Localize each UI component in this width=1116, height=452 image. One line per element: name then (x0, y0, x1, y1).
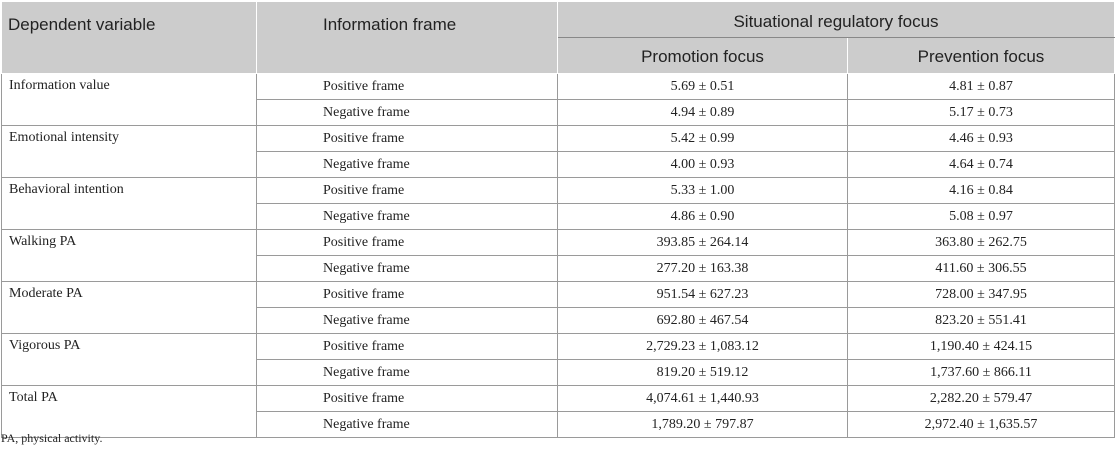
dependent-variable-cell: Information value (2, 74, 257, 126)
promotion-value-cell: 692.80 ± 467.54 (558, 308, 848, 334)
dependent-variable-cell: Vigorous PA (2, 334, 257, 386)
table-row (2, 126, 1115, 152)
table-header (2, 2, 1115, 74)
header-promotion-focus: Promotion focus (558, 38, 848, 74)
header-prevention-focus: Prevention focus (848, 38, 1115, 74)
results-table (1, 1, 1115, 438)
table-row (2, 282, 1115, 308)
dependent-variable-cell: Emotional intensity (2, 126, 257, 178)
promotion-value-cell: 393.85 ± 264.14 (558, 230, 848, 256)
table-row (2, 386, 1115, 412)
frame-cell: Negative frame (257, 152, 558, 178)
header-information-frame: Information frame (257, 2, 558, 74)
promotion-value-cell: 951.54 ± 627.23 (558, 282, 848, 308)
prevention-value-cell: 5.17 ± 0.73 (848, 100, 1115, 126)
promotion-value-cell: 819.20 ± 519.12 (558, 360, 848, 386)
header-dependent-variable: Dependent variable (2, 2, 257, 74)
prevention-value-cell: 2,972.40 ± 1,635.57 (848, 412, 1115, 438)
frame-cell: Positive frame (257, 386, 558, 412)
frame-cell: Negative frame (257, 360, 558, 386)
frame-cell: Negative frame (257, 412, 558, 438)
promotion-value-cell: 1,789.20 ± 797.87 (558, 412, 848, 438)
prevention-value-cell: 4.64 ± 0.74 (848, 152, 1115, 178)
promotion-value-cell: 4.86 ± 0.90 (558, 204, 848, 230)
frame-cell: Positive frame (257, 126, 558, 152)
prevention-value-cell: 363.80 ± 262.75 (848, 230, 1115, 256)
prevention-value-cell: 823.20 ± 551.41 (848, 308, 1115, 334)
frame-cell: Negative frame (257, 256, 558, 282)
table-row (2, 230, 1115, 256)
promotion-value-cell: 277.20 ± 163.38 (558, 256, 848, 282)
prevention-value-cell: 4.81 ± 0.87 (848, 74, 1115, 100)
dependent-variable-cell: Moderate PA (2, 282, 257, 334)
table-footnote: PA, physical activity. (1, 431, 103, 445)
table-row (2, 74, 1115, 100)
promotion-value-cell: 5.69 ± 0.51 (558, 74, 848, 100)
frame-cell: Negative frame (257, 308, 558, 334)
prevention-value-cell: 411.60 ± 306.55 (848, 256, 1115, 282)
frame-cell: Negative frame (257, 100, 558, 126)
frame-cell: Positive frame (257, 282, 558, 308)
frame-cell: Negative frame (257, 204, 558, 230)
promotion-value-cell: 4.00 ± 0.93 (558, 152, 848, 178)
prevention-value-cell: 728.00 ± 347.95 (848, 282, 1115, 308)
frame-cell: Positive frame (257, 334, 558, 360)
header-row-top (2, 2, 1115, 38)
frame-cell: Positive frame (257, 74, 558, 100)
frame-cell: Positive frame (257, 178, 558, 204)
table-row (2, 334, 1115, 360)
promotion-value-cell: 5.33 ± 1.00 (558, 178, 848, 204)
dependent-variable-cell: Walking PA (2, 230, 257, 282)
promotion-value-cell: 4,074.61 ± 1,440.93 (558, 386, 848, 412)
prevention-value-cell: 5.08 ± 0.97 (848, 204, 1115, 230)
promotion-value-cell: 2,729.23 ± 1,083.12 (558, 334, 848, 360)
table-row (2, 178, 1115, 204)
header-situational-focus: Situational regulatory focus (558, 2, 1115, 38)
promotion-value-cell: 4.94 ± 0.89 (558, 100, 848, 126)
promotion-value-cell: 5.42 ± 0.99 (558, 126, 848, 152)
dependent-variable-cell: Total PA (2, 386, 257, 438)
prevention-value-cell: 4.46 ± 0.93 (848, 126, 1115, 152)
prevention-value-cell: 2,282.20 ± 579.47 (848, 386, 1115, 412)
results-table-container (1, 1, 1114, 438)
prevention-value-cell: 1,737.60 ± 866.11 (848, 360, 1115, 386)
prevention-value-cell: 4.16 ± 0.84 (848, 178, 1115, 204)
prevention-value-cell: 1,190.40 ± 424.15 (848, 334, 1115, 360)
table-body (2, 74, 1115, 438)
frame-cell: Positive frame (257, 230, 558, 256)
dependent-variable-cell: Behavioral intention (2, 178, 257, 230)
